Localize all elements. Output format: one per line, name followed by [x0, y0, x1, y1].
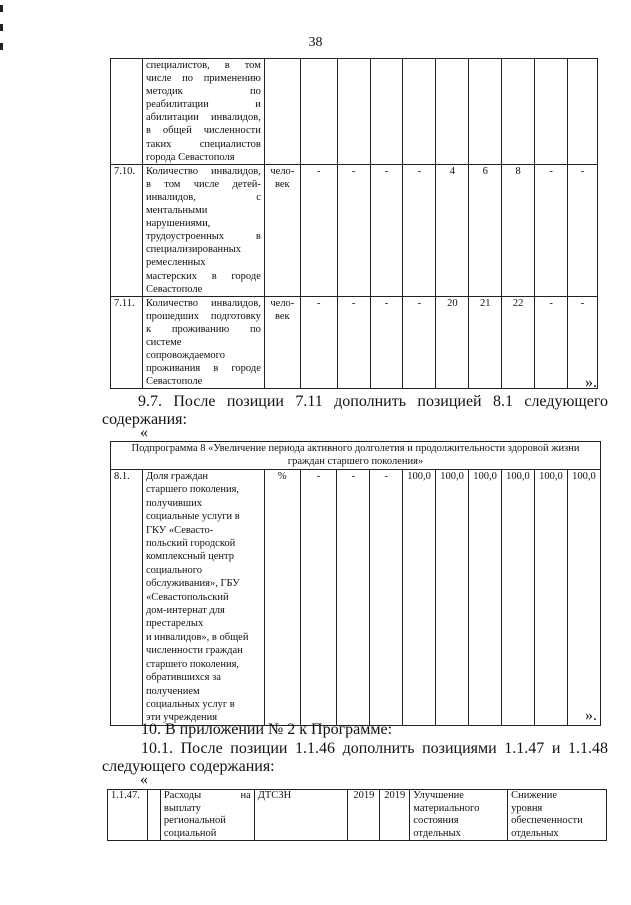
year-value: [502, 59, 535, 165]
open-quote: «: [140, 771, 148, 788]
year-value: -: [370, 164, 403, 296]
indicator-name-line: старшего поколения,: [145, 484, 240, 496]
unit-line: век: [275, 178, 290, 190]
indicator-name-line: числе по применению: [145, 73, 261, 85]
year-value: -: [568, 296, 598, 389]
indicator-name-line: получением: [145, 685, 200, 697]
indicator-name-line: города Севастополя: [145, 151, 235, 163]
indicator-name-line: эти учреждения: [145, 712, 218, 724]
unit: [264, 164, 300, 296]
measure-consequence-line: обеспеченности: [511, 815, 583, 827]
measure-empty-cell: [147, 790, 160, 841]
subprogram-8-table: [110, 441, 601, 726]
unit-line: чело-: [270, 165, 295, 177]
year-value: 22: [502, 296, 535, 389]
paragraph-9-7-line2: содержания:: [102, 411, 187, 428]
measure-desc-line: социальной: [163, 827, 217, 839]
indicator-name-line: сопровождаемого: [145, 350, 225, 362]
year-value: -: [370, 296, 403, 389]
paragraph-10-1-line1: 10.1. После позиции 1.1.46 дополнить позициями 1.1.47 и 1.1.48: [141, 740, 608, 757]
measure-desc-line: выплату: [163, 802, 201, 814]
unit-line: век: [275, 310, 290, 322]
indicator-name-line: в общей численности: [145, 125, 261, 137]
year-value: -: [300, 296, 337, 389]
page-number: 38: [308, 35, 323, 50]
year-value: 6: [469, 164, 502, 296]
measure-result: [410, 790, 508, 841]
close-quote: ».: [585, 707, 597, 724]
measure-description: [160, 790, 254, 841]
indicator-name-line: социального: [145, 564, 203, 576]
year-value: -: [403, 164, 436, 296]
table-row: [111, 164, 598, 296]
year-value: [370, 59, 403, 165]
year-value: -: [337, 296, 370, 389]
measure-desc-line: региональной: [163, 815, 226, 827]
row-number: 7.11.: [111, 296, 143, 389]
indicator-name-line: Количество инвалидов,: [145, 297, 261, 309]
indicator-name-line: Доля граждан: [145, 471, 208, 482]
indicator-name-line: «Севастопольский: [145, 591, 229, 603]
year-value: -: [370, 470, 403, 726]
indicator-name-line: реабилитации и: [145, 99, 261, 111]
indicator-name: [142, 59, 264, 165]
year-value: 8: [502, 164, 535, 296]
subprogram-header-line2: граждан старшего поколения»: [287, 455, 424, 467]
indicator-name-line: престарелых: [145, 618, 204, 630]
year-value: [436, 59, 469, 165]
indicator-name-line: трудоустроенных в: [145, 231, 261, 243]
measure-consequence-line: отдельных: [511, 827, 559, 839]
table-row: [111, 296, 598, 389]
measure-number: 1.1.47.: [108, 790, 148, 841]
year-value: -: [568, 164, 598, 296]
indicator-name-line: Севастополе: [145, 376, 203, 388]
measure-year-start: 2019: [348, 790, 380, 841]
measure-consequence-line: Снижение: [511, 790, 558, 801]
indicator-name-line: численности граждан: [145, 645, 243, 657]
indicator-name-line: получивших: [145, 497, 202, 509]
indicator-name-line: социальных услуг в: [145, 698, 235, 710]
indicator-name: [142, 296, 264, 389]
indicator-name-line: обслуживания», ГБУ: [145, 578, 240, 590]
indicator-name-line: ментальными: [145, 205, 208, 217]
measures-table: [107, 789, 607, 841]
row-number: 7.10.: [111, 164, 143, 296]
year-value: 100,0: [567, 470, 600, 726]
measure-desc-line: Расходы на: [163, 790, 251, 801]
indicator-name-line: мастерских в городе: [145, 270, 261, 282]
subprogram-header-line1: Подпрограмма 8 «Увеличение периода активного долголетия и продолжительности здоровой жизни: [131, 443, 580, 454]
year-value: 100,0: [403, 470, 436, 726]
measure-result-line: отдельных: [413, 827, 461, 839]
indicator-name-line: специализированных: [145, 244, 242, 256]
year-value: [403, 59, 436, 165]
year-value: -: [403, 296, 436, 389]
year-value: [337, 59, 370, 165]
year-value: 21: [469, 296, 502, 389]
indicator-name-line: специалистов, в том: [145, 60, 261, 71]
year-value: [300, 59, 337, 165]
paragraph-10: 10. В приложении № 2 к Программе:: [141, 721, 393, 738]
year-value: -: [535, 164, 568, 296]
indicator-name-line: Количество инвалидов,: [145, 165, 261, 177]
paragraph-10-1-line2: следующего содержания:: [102, 758, 275, 775]
indicator-name-line: абилитации инвалидов,: [145, 112, 261, 124]
year-value: 100,0: [436, 470, 469, 726]
measure-result-line: состояния: [413, 815, 459, 827]
table-row: [111, 470, 601, 726]
row-number: 8.1.: [111, 470, 143, 726]
unit-line: чело-: [270, 297, 295, 309]
year-value: 100,0: [502, 470, 535, 726]
indicator-name-line: дом-интернат для: [145, 605, 225, 617]
unit: [264, 296, 300, 389]
open-quote: «: [140, 424, 148, 441]
paragraph-9-7-line1: 9.7. После позиции 7.11 дополнить позицией 8.1 следующего: [138, 393, 608, 410]
year-value: 4: [436, 164, 469, 296]
year-value: -: [535, 296, 568, 389]
indicator-name-line: и инвалидов», в общей: [145, 631, 249, 643]
indicator-name-line: в том числе детей-: [145, 178, 261, 190]
year-value: -: [337, 164, 370, 296]
year-value: 100,0: [534, 470, 567, 726]
indicator-name-line: инвалидов, с: [145, 191, 261, 203]
indicator-name-line: социальные услуги в: [145, 511, 240, 523]
table-row: [111, 59, 598, 165]
year-value: -: [337, 470, 370, 726]
indicator-name-line: ГКУ «Севасто-: [145, 524, 214, 536]
year-value: [568, 59, 598, 165]
year-value: -: [300, 164, 337, 296]
measure-consequence-line: уровня: [511, 802, 543, 814]
indicator-name: [142, 164, 264, 296]
indicators-table: [110, 58, 598, 389]
indicator-name-line: ремесленных: [145, 257, 206, 269]
indicator-name-line: комплексный центр: [145, 551, 235, 563]
indicator-name-line: методик по: [145, 86, 261, 98]
measure-executor: ДТСЗН: [254, 790, 348, 841]
indicator-name-line: нарушениями,: [145, 218, 211, 230]
measure-consequence: [508, 790, 607, 841]
indicator-name-line: прошедших подготовку: [145, 310, 261, 322]
scan-edge-mark: [0, 5, 3, 60]
row-number: [111, 59, 143, 165]
year-value: -: [300, 470, 337, 726]
indicator-name-line: проживания в городе: [145, 363, 261, 375]
indicator-name-line: обратившихся за: [145, 672, 221, 684]
indicator-name-line: таких специалистов: [145, 138, 261, 150]
year-value: [469, 59, 502, 165]
year-value: [535, 59, 568, 165]
indicator-name: [142, 470, 264, 726]
unit: [264, 59, 300, 165]
year-value: 100,0: [469, 470, 502, 726]
indicator-name-line: польский городской: [145, 538, 236, 550]
indicator-name-line: к проживанию по: [145, 323, 261, 335]
unit: %: [264, 470, 300, 726]
indicator-name-line: старшего поколения,: [145, 658, 240, 670]
measure-result-line: Улучшение: [413, 790, 464, 801]
indicator-name-line: системе: [145, 336, 182, 348]
measure-result-line: материального: [413, 802, 480, 814]
indicator-name-line: Севастополе: [145, 283, 203, 295]
close-quote: ».: [585, 374, 597, 391]
subprogram-header: [111, 442, 601, 470]
measure-year-end: 2019: [380, 790, 410, 841]
year-value: 20: [436, 296, 469, 389]
